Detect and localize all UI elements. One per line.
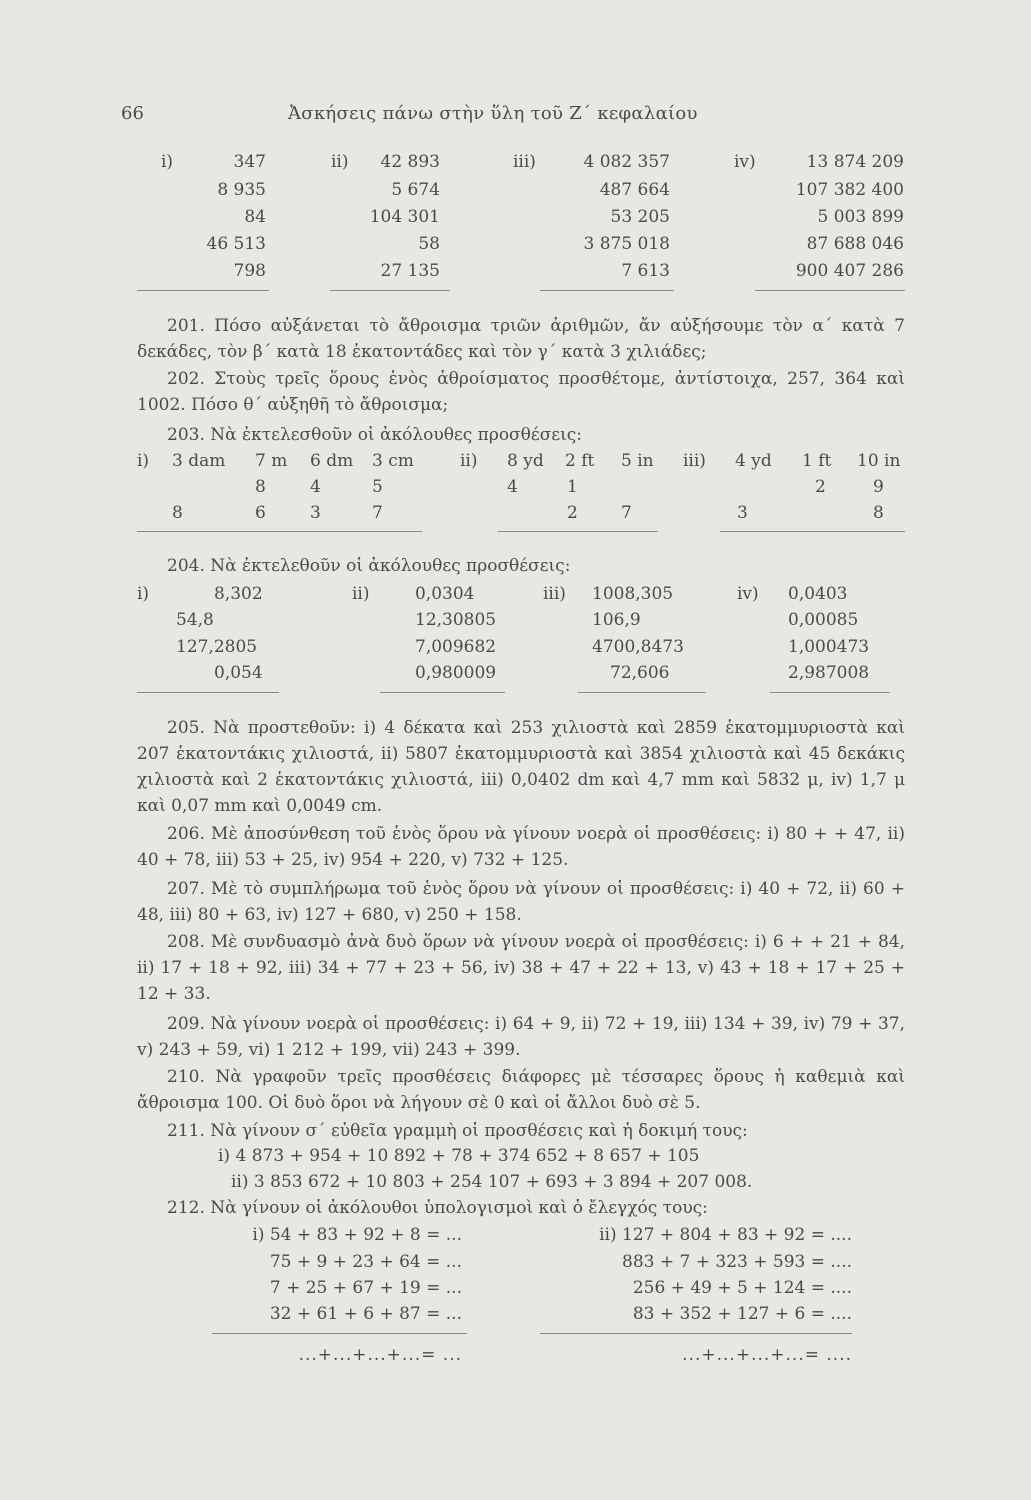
ex204-col2-3: 0,980009 [415,663,497,683]
ex203-unit-ft-2: 1 ft [802,451,832,471]
ex204-col3-1: 106,9 [592,610,641,630]
ex203-label-i: i) [137,451,150,471]
exercise-203-heading: 203. Νὰ ἐκτελεσθοῦν οἱ ἀκόλουθες προσθέσεις: [167,425,583,445]
sum-col3-2: 53 205 [610,207,670,227]
sum-col4-1: 107 382 400 [795,180,904,200]
ex204-col2-1: 12,30805 [415,610,497,630]
ex203-unit-m: 7 m [255,451,288,471]
ex212-right-2: 256 + 49 + 5 + 124 = .... [632,1278,852,1298]
ex203-unit-in: 5 in [621,451,654,471]
ex212-rule-1 [212,1333,467,1334]
sum-col3-0: 4 082 357 [583,152,670,172]
ex203-iii-r2-ft: 2 [815,477,826,497]
exercise-204-heading: 204. Νὰ ἐκτελεθοῦν οἱ ἀκόλουθες προσθέσεις: [167,556,571,576]
sum-col3-4: 7 613 [621,261,670,281]
ex212-right-3: 83 + 352 + 127 + 6 = .... [632,1304,852,1324]
exercise-206: 206. Μὲ ἀποσύνθεση τοῦ ἑνὸς ὅρου νὰ γίνουν νοερὰ οἱ προσθέσεις: i) 80 + + 47, ii) 40 + 78, iii) 53 + 25, iv) 954 + 220, v) 732 + 125. [137,824,905,870]
sum-label-iii: iii) [513,152,536,172]
ex203-i-r3-m: 6 [255,503,266,523]
ex203-ii-r2-yd: 4 [507,477,518,497]
sum-col4-0: 13 874 209 [806,152,904,172]
ex204-col3-3: 72,606 [610,663,670,683]
sum-col4-3: 87 688 046 [806,234,904,254]
ex212-rule-2 [540,1333,852,1334]
ex204-label-ii: ii) [352,584,370,604]
sum-rule-3 [540,290,674,291]
ex204-label-i: i) [137,584,150,604]
sum-col2-3: 58 [418,234,440,254]
exercise-208: 208. Μὲ συνδυασμὸ ἀνὰ δυὸ ὅρων νὰ γίνουν νοερὰ οἱ προσθέσεις: i) 6 + + 21 + 84, ii) 17 + 18 + 92, iii) 34 + 77 + 23 + 56, iv) 38 + 47 + 22 + 13, v) 43 + 18 + 17 + 25 + 12 + 33. [137,932,905,1004]
exercise-202: 202. Στοὺς τρεῖς ὅρους ἑνὸς ἀθροίσματος προσθέτομε, ἀντίστοιχα, 257, 364 καὶ 1002. Πόσο θ΄ αὐξηθῆ τὸ ἄθροισμα; [137,369,905,415]
ex203-i-r2-m: 8 [255,477,266,497]
ex204-col1-0: 8,302 [214,584,263,604]
ex203-iii-r2-in: 9 [873,477,884,497]
ex203-unit-yd-2: 4 yd [735,451,772,471]
ex203-i-r3-cm: 7 [372,503,383,523]
ex204-col4-1: 0,00085 [788,610,859,630]
ex204-rule-3 [578,692,706,693]
exercise-211-heading: 211. Νὰ γίνουν σ΄ εὐθεῖα γραμμὴ οἱ προσθέσεις καὶ ἡ δοκιμή τους: [167,1121,748,1141]
sum-col3-1: 487 664 [599,180,670,200]
ex204-rule-1 [137,692,279,693]
ex203-iii-r3-in: 8 [873,503,884,523]
exercise-211-line-i: i) 4 873 + 954 + 10 892 + 78 + 374 652 + 8 657 + 105 [218,1146,700,1166]
ex204-rule-2 [380,692,505,693]
exercise-209: 209. Νὰ γίνουν νοερὰ οἱ προσθέσεις: i) 64 + 9, ii) 72 + 19, iii) 134 + 39, iv) 79 + 37, v) 243 + 59, vi) 1 212 + 199, vii) 243 + 399. [137,1014,905,1060]
ex203-unit-dm: 6 dm [310,451,354,471]
ex203-iii-r3-yd: 3 [737,503,748,523]
ex203-label-ii: ii) [460,451,478,471]
sum-col2-2: 104 301 [369,207,440,227]
ex204-label-iv: iv) [737,584,759,604]
ex212-left-0: i) 54 + 83 + 92 + 8 = ... [252,1225,462,1245]
ex204-col3-0: 1008,305 [592,584,674,604]
sum-label-ii: ii) [331,152,349,172]
ex212-right-0: ii) 127 + 804 + 83 + 92 = .... [599,1225,852,1245]
sum-rule-2 [330,290,450,291]
ex203-label-iii: iii) [683,451,706,471]
page-number: 66 [121,103,144,124]
ex203-unit-ft: 2 ft [565,451,595,471]
ex204-label-iii: iii) [543,584,566,604]
running-title: Ἀσκήσεις πάνω στὴν ὕλη τοῦ Ζ΄ κεφαλαίου [288,103,698,124]
sum-col1-4: 798 [233,261,266,281]
ex204-rule-4 [770,692,890,693]
ex203-unit-dam: 3 dam [172,451,226,471]
exercise-201: 201. Πόσο αὐξάνεται τὸ ἄθροισμα τριῶν ἀριθμῶν, ἄν αὐξήσουμε τὸν α΄ κατὰ 7 δεκάδες, τὸν β΄ κατὰ 18 ἑκατοντάδες καὶ τὸν γ΄ κατὰ 3 χιλιάδες; [137,316,905,362]
ex204-col2-2: 7,009682 [415,637,497,657]
sum-label-i: i) [161,152,174,172]
sum-rule-4 [755,290,905,291]
ex203-ii-r3-in: 7 [621,503,632,523]
ex212-right-1: 883 + 7 + 323 + 593 = .... [622,1252,852,1272]
sum-col2-1: 5 674 [391,180,440,200]
exercise-211-line-ii: ii) 3 853 672 + 10 803 + 254 107 + 693 + 3 894 + 207 008. [231,1172,753,1192]
ex204-col4-0: 0,0403 [788,584,848,604]
ex212-left-2: 7 + 25 + 67 + 19 = ... [269,1278,462,1298]
sum-col3-3: 3 875 018 [583,234,670,254]
ex203-rule-1 [137,531,422,532]
ex203-unit-in-2: 10 in [857,451,901,471]
exercise-205: 205. Νὰ προστεθοῦν: i) 4 δέκατα καὶ 253 χιλιοστὰ καὶ 2859 ἑκατομμυριοστὰ καὶ 207 ἑκατοντάκις χιλιοστά, ii) 5807 ἑκατομμυριοστὰ καὶ 3854 χιλιοστὰ καὶ 45 δεκάκις χιλιοστὰ καὶ 2 ἑκατοντάκις χιλιοστά, iii) 0,0402 dm καὶ 4,7 mm καὶ 5832 μ, iv) 1,7 μ καὶ 0,07 mm καὶ 0,0049 cm. [137,718,905,816]
ex212-left-4: ...+...+...+...= ... [298,1345,462,1365]
ex204-col1-1: 54,8 [176,610,214,630]
ex204-col4-3: 2,987008 [788,663,870,683]
sum-col4-2: 5 003 899 [817,207,904,227]
exercise-207: 207. Μὲ τὸ συμπλήρωμα τοῦ ἑνὸς ὅρου νὰ γίνουν οἱ προσθέσεις: i) 40 + 72, ii) 60 + 48, iii) 80 + 63, iv) 127 + 680, v) 250 + 158. [137,879,905,925]
ex203-rule-2 [498,531,658,532]
ex204-col4-2: 1,000473 [788,637,870,657]
ex203-unit-yd: 8 yd [507,451,544,471]
ex203-i-r3-dm: 3 [310,503,321,523]
exercise-210: 210. Νὰ γραφοῦν τρεῖς προσθέσεις διάφορες μὲ τέσσαρες ὅρους ἡ καθεμιὰ καὶ ἄθροισμα 100. Οἱ δυὸ ὅροι νὰ λήγουν σὲ 0 καὶ οἱ ἄλλοι δυὸ σὲ 5. [137,1067,905,1113]
ex203-i-r2-cm: 5 [372,477,383,497]
ex204-col1-2: 127,2805 [176,637,258,657]
sum-col1-0: 347 [233,152,266,172]
sum-col1-2: 84 [244,207,266,227]
ex203-unit-cm: 3 cm [372,451,414,471]
ex204-col3-2: 4700,8473 [592,637,684,657]
ex212-left-3: 32 + 61 + 6 + 87 = ... [269,1304,462,1324]
ex204-col1-3: 0,054 [214,663,263,683]
sum-col4-4: 900 407 286 [795,261,904,281]
sum-col2-0: 42 893 [380,152,440,172]
sum-col1-1: 8 935 [217,180,266,200]
ex203-i-r2-dm: 4 [310,477,321,497]
sum-rule-1 [137,290,269,291]
ex203-i-r3-dam: 8 [172,503,183,523]
ex212-left-1: 75 + 9 + 23 + 64 = ... [269,1252,462,1272]
sum-col1-3: 46 513 [206,234,266,254]
exercise-212-heading: 212. Νὰ γίνουν οἱ ἀκόλουθοι ὑπολογισμοὶ καὶ ὁ ἔλεγχός τους: [167,1198,708,1218]
ex212-right-4: ...+...+...+...= .... [682,1345,852,1365]
ex203-ii-r2-ft: 1 [567,477,578,497]
sum-label-iv: iv) [734,152,756,172]
ex203-rule-3 [720,531,905,532]
ex203-ii-r3-ft: 2 [567,503,578,523]
ex204-col2-0: 0,0304 [415,584,475,604]
sum-col2-4: 27 135 [380,261,440,281]
